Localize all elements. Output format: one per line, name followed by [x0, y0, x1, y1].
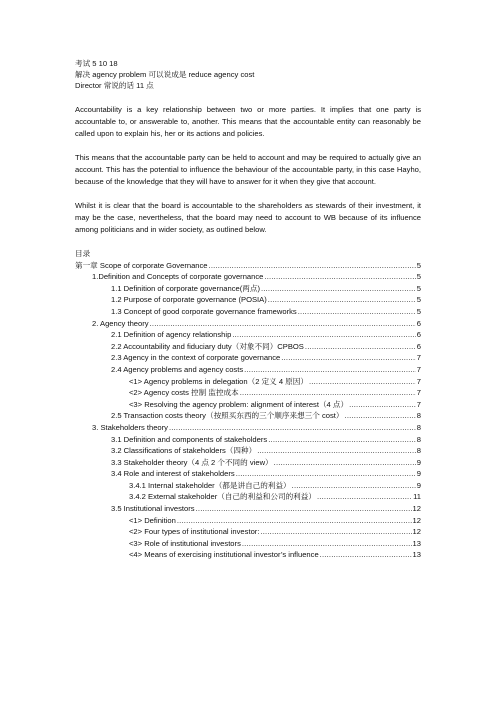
toc-leader-dots [242, 538, 412, 550]
toc-entry[interactable] [75, 549, 421, 561]
toc-entry[interactable] [75, 352, 421, 364]
toc-page-number: 5 [416, 283, 421, 293]
toc-leader-dots [236, 468, 416, 480]
toc-page-number: 7 [416, 388, 421, 398]
toc-entry-title: 2.1 Definition of agency relationship [111, 330, 232, 340]
toc-leader-dots [292, 480, 416, 492]
toc-entry-title: 2.5 Transaction costs theory（按照买东西的三个顺序来想三个 cost） [111, 411, 344, 421]
toc-leader-dots [268, 434, 416, 446]
header-notes [75, 58, 421, 92]
toc-page-number: 9 [416, 480, 421, 490]
toc-entry-title: 2.2 Accountability and fiduciary duty（对象不同）CPBOS [111, 341, 304, 351]
toc-leader-dots [260, 526, 411, 538]
toc-leader-dots [281, 352, 415, 364]
toc-entry-title: 3.5 Institutional investors [111, 504, 195, 514]
note-line: 考试 5 10 18 [75, 59, 118, 68]
toc-page-number: 7 [416, 353, 421, 363]
table-of-contents [75, 260, 421, 561]
toc-entry[interactable] [75, 271, 421, 283]
toc-entry-title: <1> Definition [129, 515, 176, 525]
toc-entry-title: 2.4 Agency problems and agency costs [111, 364, 244, 374]
toc-leader-dots [349, 399, 416, 411]
toc-entry[interactable] [75, 260, 421, 272]
note-line: Director 常说的话 11 点 [75, 81, 154, 91]
toc-page-number: 5 [416, 295, 421, 305]
toc-leader-dots [261, 283, 416, 295]
toc-title: 目录 [75, 249, 91, 259]
note-line: 解决 agency problem 可以说成是 reduce agency cost [75, 70, 255, 80]
toc-leader-dots [264, 271, 415, 283]
toc-entry-title: 2.3 Agency in the context of corporate governance [111, 353, 281, 363]
toc-page-number: 6 [416, 318, 421, 328]
paragraph: Accountability is a key relationship between two or more parties. It implies that one party is accountable to, or answerable to, another. This means that the accountable entity can reasonably be called upon to explain his, her or its actions and policies. [75, 104, 421, 138]
toc-page-number: 12 [412, 504, 421, 514]
toc-leader-dots [240, 387, 416, 399]
toc-leader-dots [257, 445, 416, 457]
toc-entry-title: 3.2 Classifications of stakeholders（四种） [111, 446, 257, 456]
toc-entry-title: 1.1 Definition of corporate governance(两点) [111, 283, 260, 293]
toc-entry[interactable] [75, 376, 421, 388]
document-page [75, 58, 421, 561]
toc-leader-dots [298, 306, 416, 318]
toc-entry-title: 3.1 Definition and components of stakeholders [111, 434, 268, 444]
toc-leader-dots [320, 549, 412, 561]
toc-leader-dots [177, 515, 412, 527]
toc-entry[interactable] [75, 491, 421, 503]
toc-page-number: 5 [416, 272, 421, 282]
toc-entry[interactable] [75, 306, 421, 318]
toc-leader-dots [305, 341, 416, 353]
toc-leader-dots [244, 364, 416, 376]
toc-entry[interactable] [75, 515, 421, 527]
toc-page-number: 7 [416, 376, 421, 386]
toc-entry[interactable] [75, 468, 421, 480]
toc-page-number: 8 [416, 446, 421, 456]
toc-leader-dots [345, 410, 416, 422]
toc-page-number: 8 [416, 411, 421, 421]
toc-leader-dots [169, 422, 416, 434]
toc-page-number: 11 [413, 492, 421, 502]
toc-entry-title: 1.3 Concept of good corporate governance frameworks [111, 306, 297, 316]
toc-entry[interactable] [75, 294, 421, 306]
toc-entry-title: <2> Four types of institutional investor: [129, 527, 260, 537]
toc-page-number: 9 [416, 469, 421, 479]
toc-leader-dots [209, 260, 416, 272]
toc-entry[interactable] [75, 526, 421, 538]
toc-entry[interactable] [75, 329, 421, 341]
toc-entry-title: 2. Agency theory [92, 318, 149, 328]
toc-entry[interactable] [75, 480, 421, 492]
toc-entry[interactable] [75, 283, 421, 295]
toc-page-number: 9 [416, 457, 421, 467]
toc-entry[interactable] [75, 410, 421, 422]
spacer [75, 92, 421, 104]
spacer [75, 188, 421, 200]
toc-entry[interactable] [75, 387, 421, 399]
toc-entry[interactable] [75, 364, 421, 376]
toc-entry-title: <1> Agency problems in delegation（2 定义 4 原因） [129, 376, 308, 386]
spacer [75, 140, 421, 152]
toc-leader-dots [268, 294, 416, 306]
toc-entry[interactable] [75, 457, 421, 469]
toc-leader-dots [317, 491, 412, 503]
toc-page-number: 12 [412, 527, 421, 537]
toc-leader-dots [150, 318, 416, 330]
toc-page-number: 5 [416, 306, 421, 316]
toc-entry-title: <3> Resolving the agency problem: alignment of interest（4 点） [129, 399, 349, 409]
toc-entry[interactable] [75, 503, 421, 515]
toc-entry[interactable] [75, 422, 421, 434]
toc-page-number: 12 [412, 515, 421, 525]
toc-entry-title: 3.4.2 External stakeholder（自己的利益和公司的利益） [129, 492, 316, 502]
toc-entry-title: <2> Agency costs 控制 监控成本 [129, 388, 239, 398]
toc-entry-title: 3.4 Role and interest of stakeholders [111, 469, 235, 479]
toc-entry-title: 3.3 Stakeholder theory（4 点 2 个不同的 view） [111, 457, 273, 467]
toc-entry-title: <3> Role of institutional investors [129, 538, 241, 548]
toc-entry-title: 3. Stakeholders theory [92, 422, 168, 432]
spacer [75, 236, 421, 248]
toc-page-number: 7 [416, 399, 421, 409]
toc-entry[interactable] [75, 538, 421, 550]
toc-leader-dots [274, 457, 416, 469]
toc-leader-dots [232, 329, 415, 341]
toc-entry-title: <4> Means of exercising institutional investor’s influence [129, 550, 319, 560]
toc-entry[interactable] [75, 434, 421, 446]
toc-entry-title: 1.Definition and Concepts of corporate governance [92, 272, 264, 282]
paragraph: Whilst it is clear that the board is accountable to the shareholders as stewards of their investment, it may be the case, nevertheless, that the board may need to account to WB because of its influence among politicians and in wider society, as outlined below. [75, 201, 421, 235]
toc-entry-title: 3.4.1 Internal stakeholder（都是讲自己的利益） [129, 480, 291, 490]
toc-entry[interactable] [75, 399, 421, 411]
toc-page-number: 13 [412, 550, 421, 560]
toc-page-number: 6 [416, 330, 421, 340]
toc-entry[interactable] [75, 445, 421, 457]
toc-entry-title: 第一章 Scope of corporate Governance [75, 260, 208, 270]
toc-leader-dots [196, 503, 412, 515]
toc-page-number: 8 [416, 434, 421, 444]
toc-page-number: 13 [412, 538, 421, 548]
toc-page-number: 7 [416, 364, 421, 374]
toc-page-number: 8 [416, 422, 421, 432]
paragraph: This means that the accountable party can be held to account and may be required to actually give an account. This has the potential to influence the behaviour of the accountable party, in this case Hayho, because of the knowledge that they will have to answer for it when they give that account. [75, 152, 421, 187]
toc-page-number: 5 [416, 260, 421, 270]
toc-entry[interactable] [75, 318, 421, 330]
toc-entry[interactable] [75, 341, 421, 353]
toc-entry-title: 1.2 Purpose of corporate governance (POSIA) [111, 295, 267, 305]
toc-leader-dots [309, 376, 416, 388]
toc-page-number: 6 [416, 341, 421, 351]
